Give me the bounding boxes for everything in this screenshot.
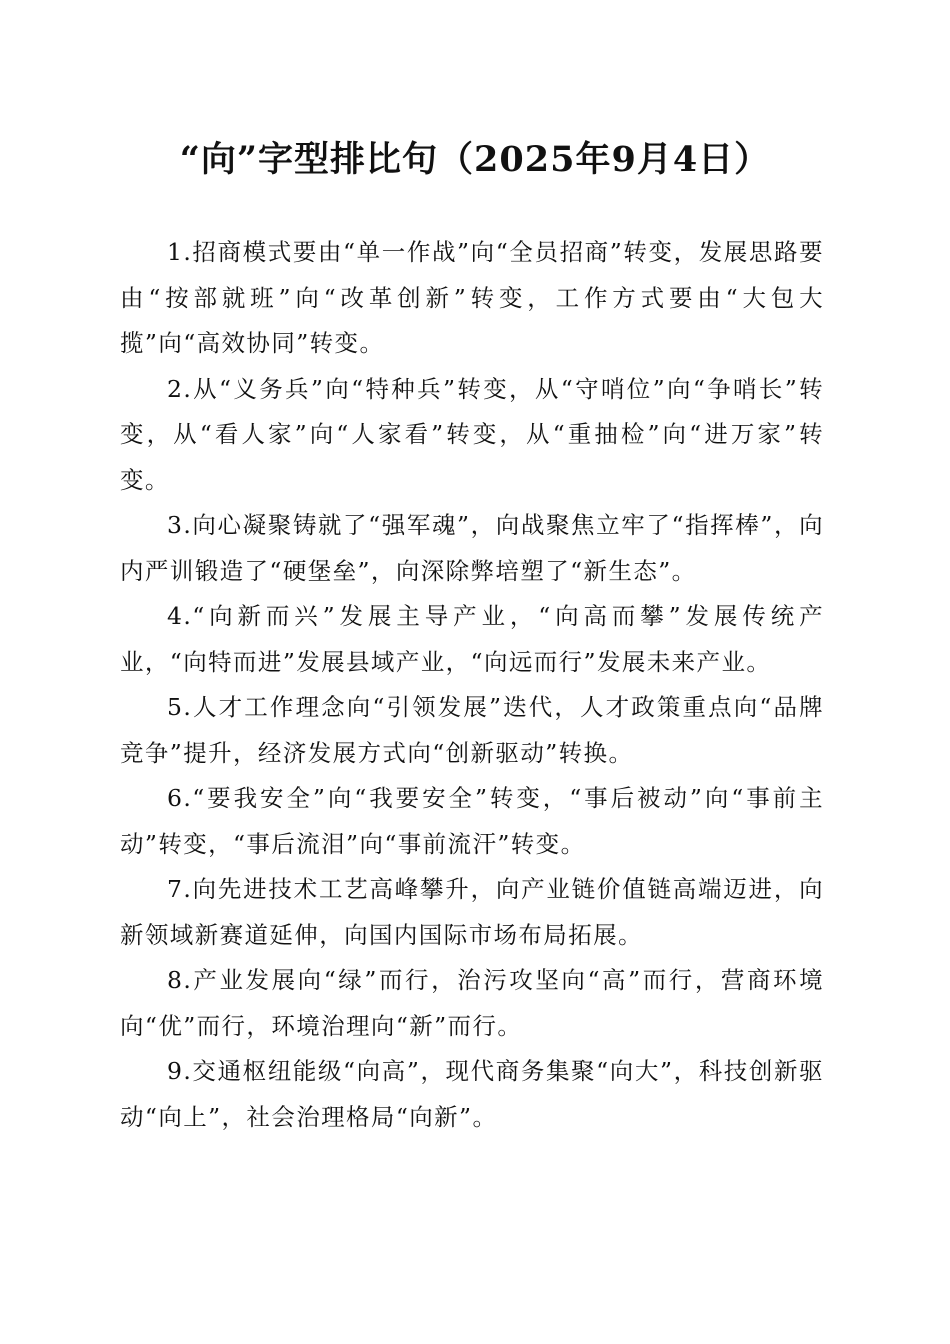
paragraph-8: 8.产业发展向“绿”而行，治污攻坚向“高”而行，营商环境向“优”而行，环境治理向“新”而行。: [120, 966, 824, 1040]
paragraph-7: 7.向先进技术工艺高峰攀升，向产业链价值链高端迈进，向新领域新赛道延伸，向国内国际市场布局拓展。: [120, 875, 824, 949]
paragraph-9: 9.交通枢纽能级“向高”，现代商务集聚“向大”，科技创新驱动“向上”，社会治理格局“向新”。: [120, 1057, 824, 1131]
paragraph-5: 5.人才工作理念向“引领发展”迭代，人才政策重点向“品牌竞争”提升，经济发展方式向“创新驱动”转换。: [120, 693, 824, 767]
paragraph-6: 6.“要我安全”向“我要安全”转变，“事后被动”向“事前主动”转变，“事后流泪”向“事前流汗”转变。: [120, 784, 824, 858]
document-body: [120, 230, 824, 1140]
paragraph-1: 1.招商模式要由“单一作战”向“全员招商”转变，发展思路要由“按部就班”向“改革创新”转变，工作方式要由“大包大揽”向“高效协同”转变。: [120, 238, 824, 357]
paragraph-2: 2.从“义务兵”向“特种兵”转变，从“守哨位”向“争哨长”转变，从“看人家”向“人家看”转变，从“重抽检”向“进万家”转变。: [120, 374, 824, 494]
paragraph-3: 3.向心凝聚铸就了“强军魂”，向战聚焦立牢了“指挥棒”，向内严训锻造了“硬堡垒”，向深除弊培塑了“新生态”。: [120, 511, 824, 585]
document-title: “向”字型排比句（2025年9月4日）: [179, 139, 771, 180]
paragraph-4: 4.“向新而兴”发展主导产业，“向高而攀”发展传统产业，“向特而进”发展县域产业，“向远而行”发展未来产业。: [120, 602, 824, 676]
